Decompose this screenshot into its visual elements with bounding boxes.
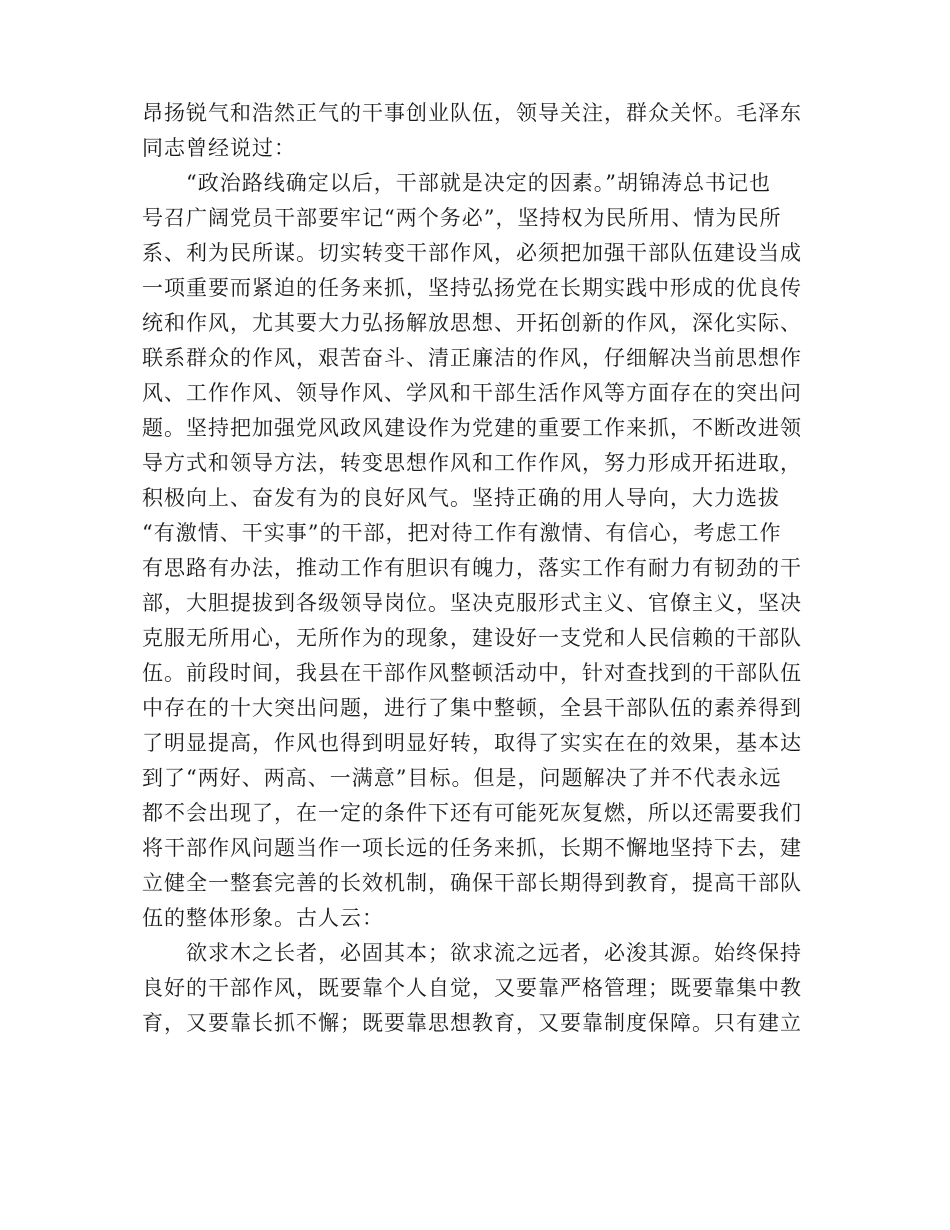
text-line: 到了“两好、两高、一满意”目标。但是，问题解决了并不代表永远 xyxy=(142,766,782,790)
text-line: 立健全一整套完善的长效机制，确保干部长期得到教育，提高干部队 xyxy=(142,871,802,895)
text-line: 联系群众的作风，艰苦奋斗、清正廉洁的作风，仔细解决当前思想作 xyxy=(142,346,802,370)
text-line: 风、工作作风、领导作风、学风和干部生活作风等方面存在的突出问 xyxy=(142,381,802,405)
body-text xyxy=(142,96,812,1041)
text-line: 部，大胆提拔到各级领导岗位。坚决克服形式主义、官僚主义，坚决 xyxy=(142,591,802,615)
paragraph xyxy=(142,166,812,936)
text-line: 伍的整体形象。古人云： xyxy=(142,906,384,930)
text-line: 系、利为民所谋。切实转变干部作风，必须把加强干部队伍建设当成 xyxy=(142,241,802,265)
text-line: 育，又要靠长抓不懈；既要靠思想教育，又要靠制度保障。只有建立 xyxy=(142,1011,802,1035)
text-line: 中存在的十大突出问题，进行了集中整顿，全县干部队伍的素养得到 xyxy=(142,696,802,720)
text-line: 都不会出现了，在一定的条件下还有可能死灰复燃，所以还需要我们 xyxy=(142,801,802,825)
text-line: 一项重要而紧迫的任务来抓，坚持弘扬党在长期实践中形成的优良传 xyxy=(142,276,802,300)
paragraph xyxy=(142,936,812,1041)
text-line: 号召广阔党员干部要牢记“两个务必”，坚持权为民所用、情为民所 xyxy=(142,206,782,230)
text-line: 欲求木之长者，必固其本；欲求流之远者，必浚其源。始终保持 xyxy=(186,941,802,965)
text-line: 有思路有办法，推动工作有胆识有魄力，落实工作有耐力有韧劲的干 xyxy=(142,556,802,580)
paragraph xyxy=(142,96,812,166)
text-line: 题。坚持把加强党风政风建设作为党建的重要工作来抓，不断改进领 xyxy=(142,416,802,440)
text-line: 克服无所用心，无所作为的现象，建设好一支党和人民信赖的干部队 xyxy=(142,626,802,650)
text-line: “有激情、干实事”的干部，把对待工作有激情、有信心，考虑工作 xyxy=(142,521,782,545)
text-line: 将干部作风问题当作一项长远的任务来抓，长期不懈地坚持下去，建 xyxy=(142,836,802,860)
text-line: 昂扬锐气和浩然正气的干事创业队伍，领导关注，群众关怀。毛泽东 xyxy=(142,101,802,125)
text-line: 良好的干部作风，既要靠个人自觉，又要靠严格管理；既要靠集中教 xyxy=(142,976,802,1000)
text-line: 统和作风，尤其要大力弘扬解放思想、开拓创新的作风，深化实际、 xyxy=(142,311,802,335)
text-line: 同志曾经说过： xyxy=(142,136,296,160)
text-line: 积极向上、奋发有为的良好风气。坚持正确的用人导向，大力选拔 xyxy=(142,486,780,510)
text-line: 导方式和领导方法，转变思想作风和工作作风，努力形成开拓进取， xyxy=(142,451,802,475)
text-line: 伍。前段时间，我县在干部作风整顿活动中，针对查找到的干部队伍 xyxy=(142,661,802,685)
text-line: 了明显提高，作风也得到明显好转，取得了实实在在的效果，基本达 xyxy=(142,731,802,755)
text-line: “政治路线确定以后，干部就是决定的因素。”胡锦涛总书记也 xyxy=(186,171,771,195)
